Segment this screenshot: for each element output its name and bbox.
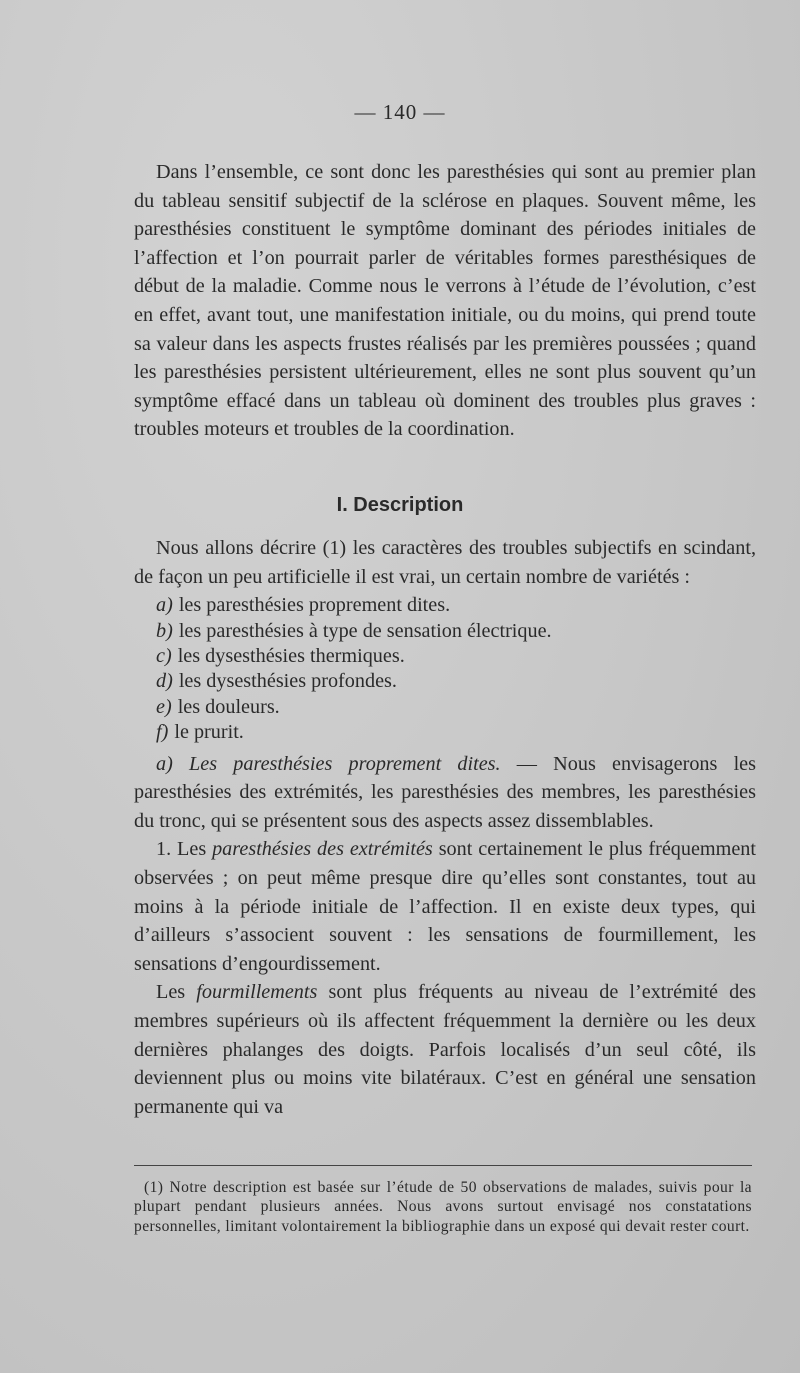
list-item: a) les paresthésies proprement dites. <box>156 594 451 617</box>
list-item: f) le prurit. <box>156 721 244 744</box>
intro-block <box>134 158 756 444</box>
subsection-a-title: Les paresthésies proprement dites. <box>189 752 501 775</box>
page-number: — 140 — <box>354 100 446 124</box>
intro-paragraph: Dans l’ensemble, ce sont donc les paresthésies qui sont au premier plan du tableau sensitif subjectif de la sclérose en plaques. Souvent même, les paresthésies constituent le symptôme dominant des périodes initiales de l’affection et l’on pourrait parler de véritables formes paresthésiques de début de la maladie. Comme nous le verrons à l’étude de l’évolution, c’est en effet, avant tout, une manifestation initiale, ou du moins, qui prend toute sa valeur dans les aspects frustes réalisés par les premières poussées ; quand les paresthésies persistent ultérieurement, elles ne sont plus souvent qu’un symptôme effacé dans un tableau où dominent des troubles plus graves : troubles moteurs et troubles de la coordination. <box>134 161 756 441</box>
list-item: e) les douleurs. <box>156 695 280 718</box>
list-item: b) les paresthésies à type de sensation électrique. <box>156 619 552 642</box>
subsection-a-paragraph: a) Les paresthésies proprement dites. — Nous envisagerons les paresthésies des extrémités, les paresthésies des membres, les paresthésies du tronc, qui se présentent sous des aspects assez dissemblables. <box>134 752 757 832</box>
description-block <box>134 534 756 1121</box>
list-item: c) les dysesthésies thermiques. <box>156 645 405 667</box>
section-heading: I. Description <box>336 494 464 516</box>
fourmillements-paragraph: Les fourmillements sont plus fréquents au niveau de l’extrémité des membres supérieurs où ils affectent fréquemment la dernière ou les deux dernières phalanges des doigts. Parfois localisés d’un seul côté, ils deviennent plus ou moins vite bilatéraux. C’est en général une sensation permanente qui va <box>134 981 756 1118</box>
subsection-a-letter: a) <box>156 752 173 775</box>
footnote-rule <box>134 1165 752 1166</box>
description-intro: Nous allons décrire (1) les caractères des troubles subjectifs en scindant, de façon un peu artificielle il est vrai, un certain nombre de variétés : <box>134 537 756 588</box>
varieties-list <box>134 593 756 745</box>
list-item: d) les dysesthésies profondes. <box>156 670 397 693</box>
point-1-paragraph: 1. Les paresthésies des extrémités sont certainement le plus fréquemment observées ; on peut même presque dire qu’elles sont constantes, tout au moins à la période initiale de l’affection. Il en existe deux types, qui d’ailleurs s’associent souvent : les sensations de fourmillement, les sensations d’engourdissement. <box>134 838 756 975</box>
footnote: (1) Notre description est basée sur l’étude de 50 observations de malades, suivis pour la plupart pendant plusieurs années. Nous avons surtout envisagé nos constatations personnelles, limitant volontairement la bibliographie dans un exposé qui devait rester court. <box>134 1179 752 1235</box>
